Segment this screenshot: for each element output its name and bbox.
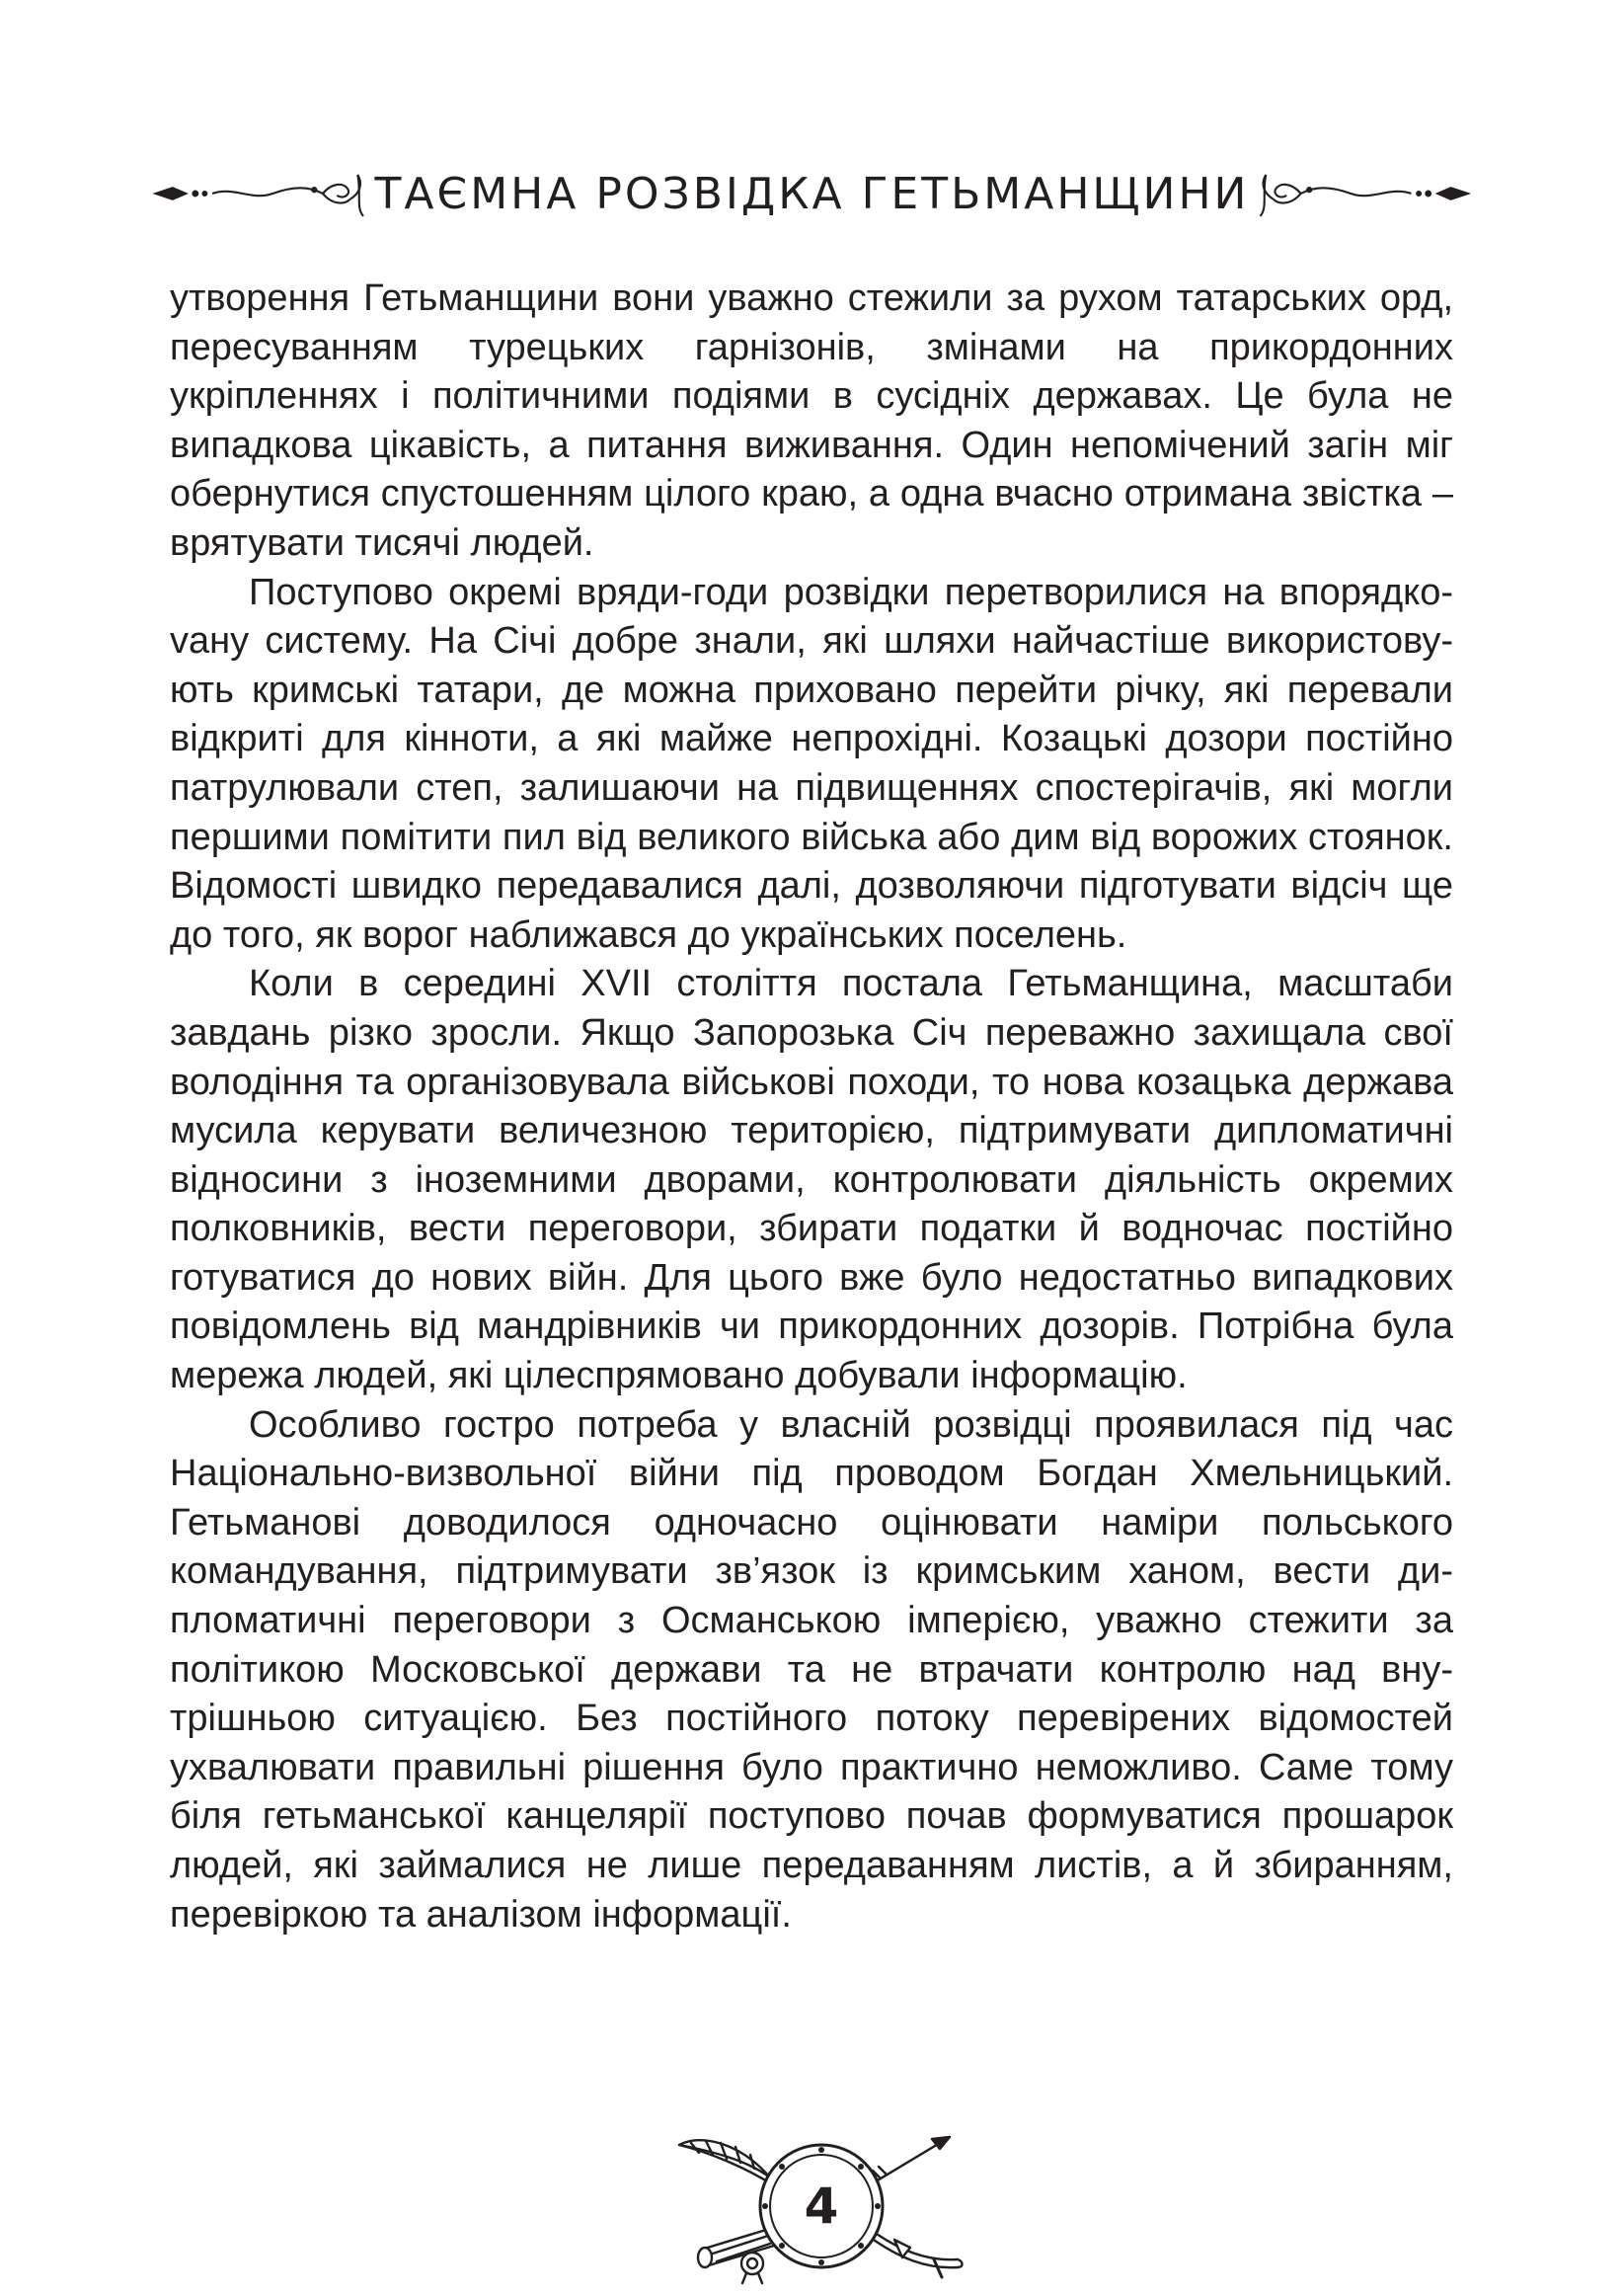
page-number: 4 [804,2177,839,2235]
flourish-left-icon [148,164,375,223]
flourish-right-icon [1249,164,1476,223]
running-header [148,148,1476,239]
footer-emblem [661,2123,977,2286]
running-header-title: ТАЄМНА РОЗВІДКА ГЕТЬМАНЩИНИ [374,168,1250,219]
paragraph: Коли в середині XVII століття постала Гетьманщина, масштаби завдань різко зросли. Якщо Запорозька Січ переважно захищала свої володіння та організовувала військові походи, то нова козацька держава мусила керувати величезною територією, підтримувати дипломатичні відносини з іноземними дворами, контролювати діяльність окремих полковників, вести переговори, збирати податки й водночас постійно готуватися до нових війн. Для цього вже було недостатньо випадкових повідомлень від мандрівників чи прикордонних дозорів. Потрібна була мережа людей, які цілеспрямовано добували інформацію. [170,963,1453,1397]
page-body [170,275,1453,1940]
paragraph: Особливо гостро потреба у власній розвідці проявилася під час Національно-визвольної війни під проводом Богдан Хмельницький. Гетьманові доводилося одночасно оцінювати наміри польського командування, підтримувати зв’язок із кримським ханом, вести дипломатичні переговори з Османською імперією, уважно стежити за політикою Московської держави та не втрачати контролю над внутрішньою ситуацією. Без постійного потоку перевірених відомостей ухвалювати правильні рішення було практично неможливо. Саме тому біля гетьманської канцелярії поступово почав формуватися прошарок людей, які займалися не лише передаванням листів, а й збиранням, перевіркою та аналізом інформації. [170,1403,1453,1936]
paragraph-continued: утворення Гетьманщини вони уважно стежили за рухом татарських орд, пересуванням турецьких гарнізонів, змінами на прикордонних укріпленнях і політичними подіями в сусідніх державах. Це була не випадкова цікавість, а питання виживання. Один непомічений загін міг обернутися спустошенням цілого краю, а одна вчасно отримана звістка – врятувати тисячі людей. [170,277,1453,564]
paragraph: Поступово окремі вряди-годи розвідки перетворилися на впорядкоvану систему. На Січі добре знали, які шляхи найчастіше використовують кримські татари, де можна приховано перейти річку, які перевали відкриті для кінноти, а які майже непрохідні. Козацькі дозори постійно патрулювали степ, залишаючи на підвищеннях спостерігачів, які могли першими помітити пил від великого війська або дим від ворожих стоянок. Відомості швидко передавалися далі, дозволяючи підготувати відсіч ще до того, як ворог наближався до українських поселень. [170,571,1453,956]
